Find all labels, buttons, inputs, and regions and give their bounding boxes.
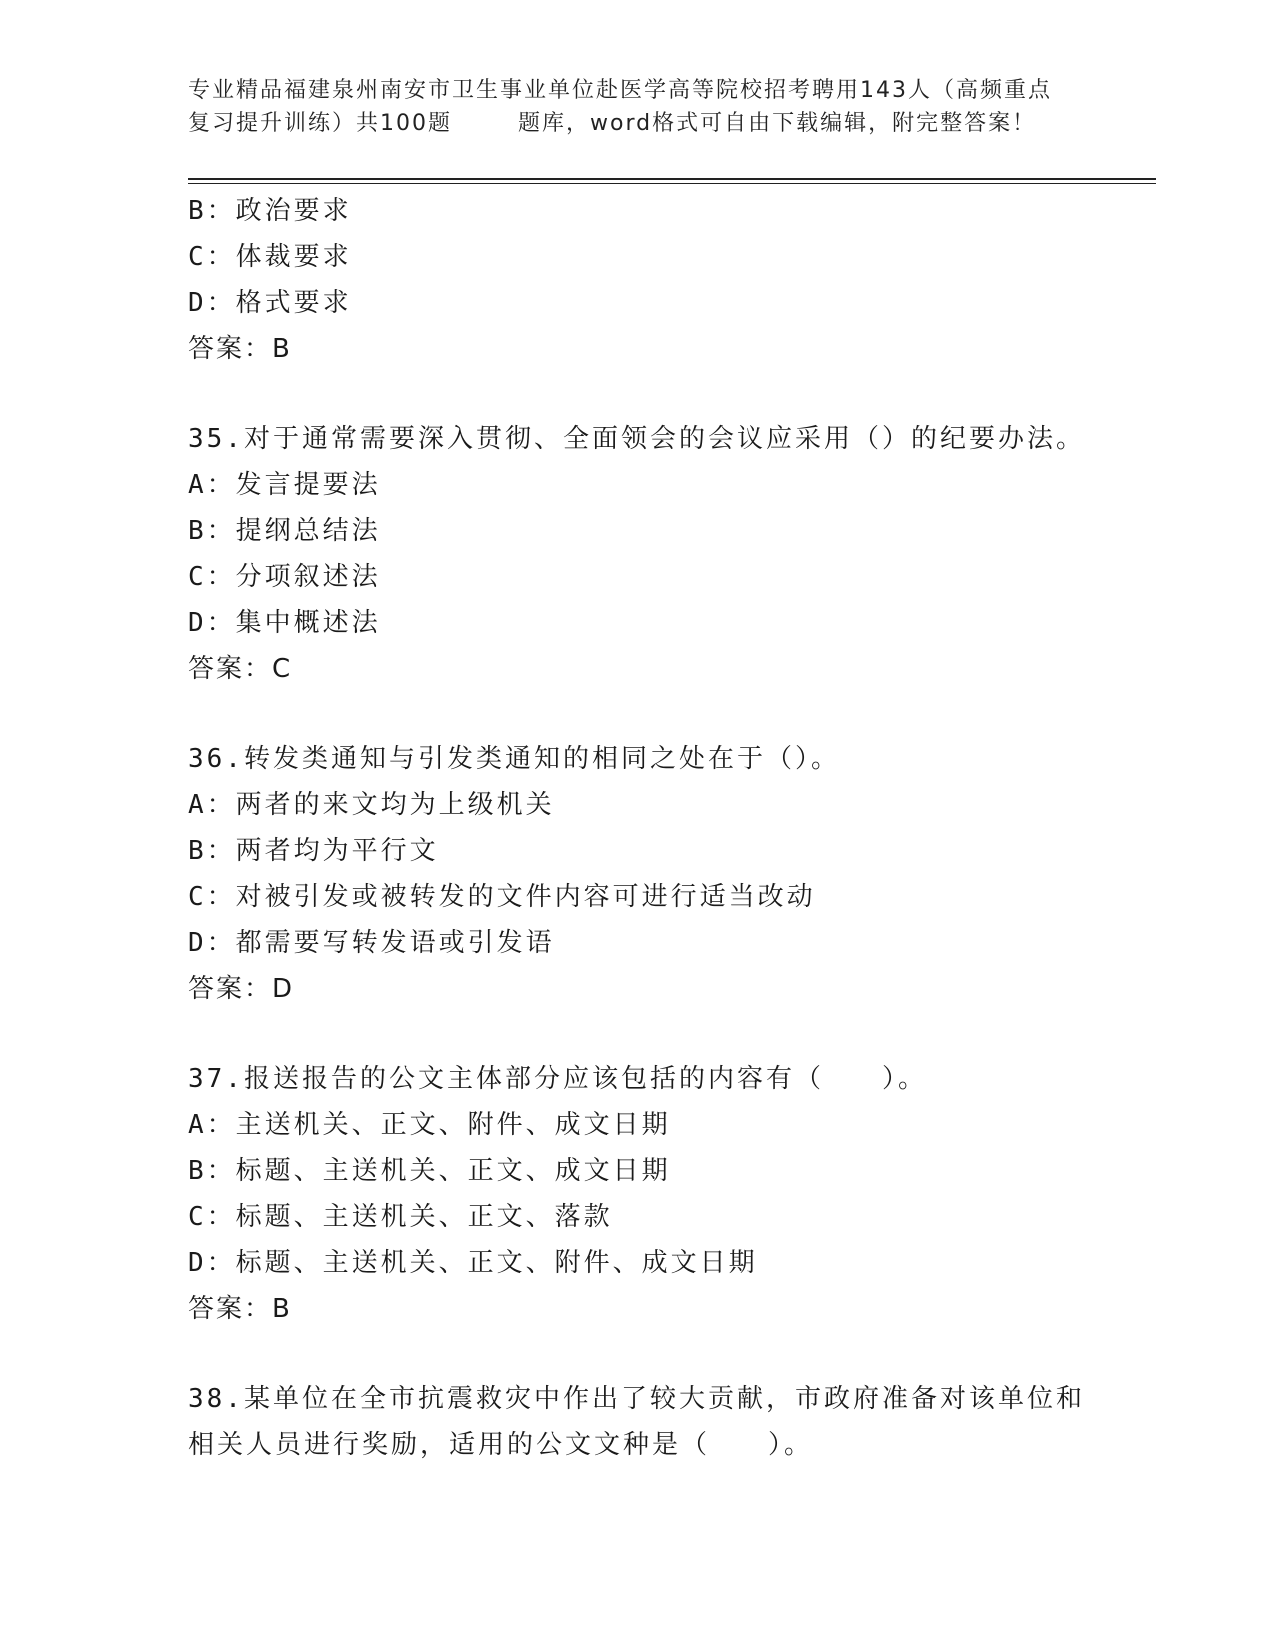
question-stem: 36.转发类通知与引发类通知的相同之处在于（）。 [188, 744, 840, 774]
question-38 [188, 1376, 1088, 1468]
option-d: D：标题、主送机关、正文、附件、成文日期 [188, 1248, 758, 1278]
header-line-2-part-2: 题库，word格式可自由下载编辑，附完整答案！ [518, 111, 1037, 136]
option-a: A：主送机关、正文、附件、成文日期 [188, 1110, 671, 1140]
option-b: B：提纲总结法 [188, 516, 381, 546]
answer-line: 答案：B [188, 334, 292, 364]
option-a: A：发言提要法 [188, 470, 381, 500]
question-37 [188, 1056, 1088, 1332]
answer-line: 答案：C [188, 654, 293, 684]
question-list [188, 188, 1088, 1468]
question-stem-line-2: 相关人员进行奖励，适用的公文文种是（ ）。 [188, 1430, 814, 1460]
header-line-2 [188, 107, 1088, 140]
question-35 [188, 416, 1088, 692]
question-36 [188, 736, 1088, 1012]
option-b: B：政治要求 [188, 196, 352, 226]
option-d: D：格式要求 [188, 288, 352, 318]
answer-line: 答案：B [188, 1294, 292, 1324]
header-divider-thin [188, 183, 1156, 184]
option-d: D：集中概述法 [188, 608, 381, 638]
option-b: B：标题、主送机关、正文、成文日期 [188, 1156, 671, 1186]
option-b: B：两者均为平行文 [188, 836, 439, 866]
question-stem: 37.报送报告的公文主体部分应该包括的内容有（ ）。 [188, 1064, 927, 1094]
header-line-1: 专业精品福建泉州南安市卫生事业单位赴医学高等院校招考聘用143人（高频重点 [188, 78, 1052, 103]
option-c: C：对被引发或被转发的文件内容可进行适当改动 [188, 882, 816, 912]
header-divider-thick [188, 178, 1156, 180]
question-34-continued [188, 188, 1088, 372]
option-d: D：都需要写转发语或引发语 [188, 928, 555, 958]
option-a: A：两者的来文均为上级机关 [188, 790, 555, 820]
header-line-2-part-1: 复习提升训练）共100题 [188, 111, 452, 136]
question-stem: 35.对于通常需要深入贯彻、全面领会的会议应采用（）的纪要办法。 [188, 424, 1085, 454]
document-header [188, 74, 1088, 140]
option-c: C：分项叙述法 [188, 562, 381, 592]
option-c: C：标题、主送机关、正文、落款 [188, 1202, 613, 1232]
question-stem-line-1: 38.某单位在全市抗震救灾中作出了较大贡献，市政府准备对该单位和 [188, 1384, 1085, 1414]
answer-line: 答案：D [188, 974, 295, 1004]
option-c: C：体裁要求 [188, 242, 352, 272]
